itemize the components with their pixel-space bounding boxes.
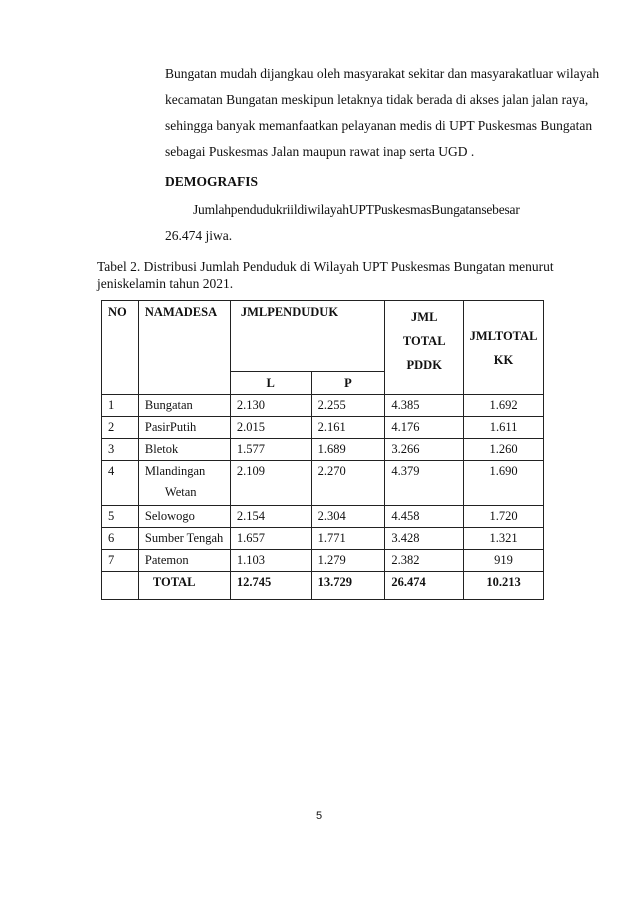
population-text: JumlahpendudukriildiwilayahUPTPuskesmasBungatansebesar (193, 202, 520, 217)
cell-p: 2.161 (311, 417, 385, 439)
cell-no: 3 (102, 439, 139, 461)
cell-no-empty (102, 572, 139, 600)
cell-desa-line: Mlandingan (144, 464, 206, 478)
header-p: P (311, 372, 385, 395)
cell-p: 2.255 (311, 395, 385, 417)
header-penduduk: JMLPENDUDUK (230, 301, 385, 372)
cell-kk: 919 (464, 550, 544, 572)
header-total-line: TOTAL (402, 334, 446, 348)
total-p: 13.729 (311, 572, 385, 600)
cell-kk: 1.720 (464, 506, 544, 528)
cell-desa-line: Wetan (164, 485, 197, 499)
cell-desa: Bletok (138, 439, 230, 461)
intro-line: Bungatan mudah dijangkau oleh masyarakat sekitar dan masyarakatluar wilayah (165, 66, 600, 81)
cell-l: 2.130 (230, 395, 311, 417)
table-row (102, 439, 544, 461)
cell-no: 4 (102, 461, 139, 506)
cell-p: 1.771 (311, 528, 385, 550)
population-value: 26.474 jiwa. (165, 228, 233, 243)
table-total-row (102, 572, 544, 600)
caption-line: Tabel 2. Distribusi Jumlah Penduduk di Wilayah UPT Puskesmas Bungatan menurut (97, 259, 554, 274)
table-row (102, 550, 544, 572)
cell-no: 5 (102, 506, 139, 528)
cell-no: 2 (102, 417, 139, 439)
intro-paragraph (165, 61, 600, 165)
section-heading: DEMOGRAFIS (165, 174, 259, 189)
table-row (102, 461, 544, 506)
cell-desa: Patemon (138, 550, 230, 572)
cell-kk: 1.611 (464, 417, 544, 439)
cell-l: 2.109 (230, 461, 311, 506)
cell-total: 4.385 (385, 395, 464, 417)
cell-desa: PasirPutih (138, 417, 230, 439)
header-total-line: JML (411, 310, 438, 324)
cell-desa: Selowogo (138, 506, 230, 528)
total-label: TOTAL (138, 572, 230, 600)
header-no: NO (102, 301, 139, 395)
cell-desa: Sumber Tengah (138, 528, 230, 550)
table-header-row (102, 301, 544, 372)
header-total-kk (464, 301, 544, 395)
cell-kk: 1.692 (464, 395, 544, 417)
cell-l: 1.103 (230, 550, 311, 572)
cell-kk: 1.321 (464, 528, 544, 550)
cell-kk: 1.690 (464, 461, 544, 506)
table-row (102, 417, 544, 439)
header-l: L (230, 372, 311, 395)
total-kk: 10.213 (464, 572, 544, 600)
cell-p: 2.270 (311, 461, 385, 506)
cell-total: 3.428 (385, 528, 464, 550)
population-table (101, 300, 544, 600)
cell-total: 2.382 (385, 550, 464, 572)
table-row (102, 528, 544, 550)
total-l: 12.745 (230, 572, 311, 600)
cell-l: 2.154 (230, 506, 311, 528)
header-total-line: PDDK (406, 358, 442, 372)
cell-desa (138, 461, 230, 506)
cell-total: 4.176 (385, 417, 464, 439)
caption-line: jeniskelamin tahun 2021. (97, 276, 234, 291)
total-pddk: 26.474 (385, 572, 464, 600)
cell-l: 1.577 (230, 439, 311, 461)
cell-no: 6 (102, 528, 139, 550)
header-kk-line: KK (493, 352, 514, 367)
header-total-pddk (385, 301, 464, 395)
header-desa: NAMADESA (138, 301, 230, 395)
cell-desa: Bungatan (138, 395, 230, 417)
cell-p: 1.689 (311, 439, 385, 461)
cell-l: 2.015 (230, 417, 311, 439)
intro-line: sebagai Puskesmas Jalan maupun rawat inap serta UGD . (165, 144, 475, 159)
cell-p: 2.304 (311, 506, 385, 528)
table-caption (97, 258, 567, 292)
cell-p: 1.279 (311, 550, 385, 572)
intro-line: sehingga banyak memanfaatkan pelayanan medis di UPT Puskesmas Bungatan (165, 118, 593, 133)
cell-no: 7 (102, 550, 139, 572)
cell-total: 3.266 (385, 439, 464, 461)
cell-total: 4.379 (385, 461, 464, 506)
table-row (102, 506, 544, 528)
header-kk-line: JMLTOTAL (469, 328, 538, 343)
page-number: 5 (315, 810, 323, 822)
intro-line: kecamatan Bungatan meskipun letaknya tidak berada di akses jalan jalan raya, (165, 92, 589, 107)
table-row (102, 395, 544, 417)
cell-no: 1 (102, 395, 139, 417)
cell-l: 1.657 (230, 528, 311, 550)
cell-total: 4.458 (385, 506, 464, 528)
cell-kk: 1.260 (464, 439, 544, 461)
